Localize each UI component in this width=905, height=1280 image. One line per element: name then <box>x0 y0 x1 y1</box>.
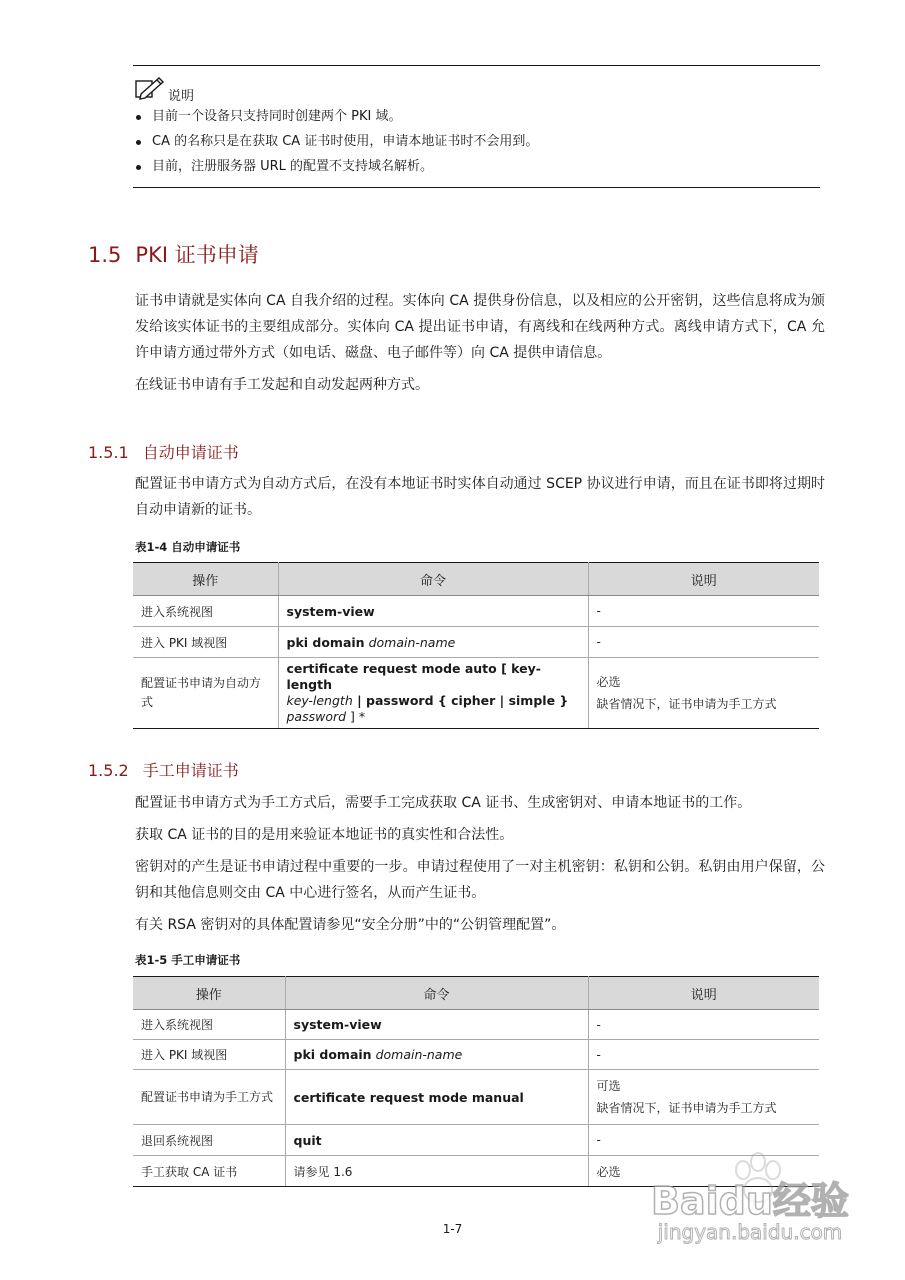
command-arg: domain-name <box>375 1047 463 1062</box>
command-cell <box>278 627 588 658</box>
command-arg: password <box>286 709 347 724</box>
subsection-heading-manual <box>88 758 239 781</box>
note-title: 说明 <box>168 89 195 104</box>
column-header: 操作 <box>133 563 278 596</box>
desc-line: 可选 <box>596 1079 621 1093</box>
command-arg: domain-name <box>368 634 456 650</box>
manual-intro <box>135 790 825 938</box>
note-pencil-icon <box>133 76 167 100</box>
desc-line: 缺省情况下，证书申请为手工方式 <box>596 697 777 711</box>
subsection-number: 1.5.2 <box>88 761 129 780</box>
desc-cell <box>588 658 819 729</box>
note-bullet: CA 的名称只是在获取 CA 证书时使用，申请本地证书时不会用到。 <box>136 132 538 157</box>
desc-line: 缺省情况下，证书申请为手工方式 <box>596 1101 777 1115</box>
section-number: 1.5 <box>88 243 122 267</box>
page-number: 1-7 <box>442 1222 463 1236</box>
subsection-heading-auto <box>88 440 239 463</box>
command-text: pki domain <box>286 634 365 650</box>
command-arg: key-length <box>286 693 353 708</box>
subsection-title: 自动申请证书 <box>142 443 239 462</box>
paragraph: 配置证书申请方式为自动方式后，在没有本地证书时实体自动通过 SCEP 协议进行申请，而且在证书即将过期时自动申请新的证书。 <box>135 476 825 518</box>
table-row <box>133 627 819 658</box>
watermark-brand: Baidu经验 <box>651 1179 849 1223</box>
command-cell <box>278 658 588 729</box>
command-text: certificate request mode manual <box>293 1089 524 1105</box>
op-cell: 手工获取 CA 证书 <box>133 1156 285 1187</box>
command-cell <box>285 1010 588 1040</box>
command-cell <box>285 1125 588 1156</box>
section-title: PKI 证书申请 <box>135 243 259 267</box>
table-header-row <box>133 563 819 596</box>
desc-cell: - <box>588 1040 819 1070</box>
table-caption: 表1-5 手工申请证书 <box>135 953 241 967</box>
subsection-number: 1.5.1 <box>88 443 129 462</box>
command-cell: 请参见 1.6 <box>285 1156 588 1187</box>
command-text: system-view <box>286 603 375 619</box>
desc-line: 必选 <box>596 675 621 689</box>
table-row <box>133 596 819 627</box>
watermark-url: jingyan.baidu.com <box>657 1220 843 1244</box>
command-cell <box>278 596 588 627</box>
note-bottom-rule <box>133 187 820 188</box>
op-cell: 退回系统视图 <box>133 1125 285 1156</box>
table-row <box>133 1010 819 1040</box>
section-heading <box>88 239 259 269</box>
note-bullet: 目前，注册服务器 URL 的配置不支持域名解析。 <box>136 157 538 182</box>
table-row <box>133 1040 819 1070</box>
column-header: 说明 <box>588 563 819 596</box>
command-text: | password { cipher | simple } <box>352 693 569 708</box>
paragraph: 证书申请就是实体向 CA 自我介绍的过程。实体向 CA 提供身份信息，以及相应的公开密钥，这些信息将成为颁发给该实体证书的主要组成部分。实体向 CA 提出证书申请，有离线和在线两种方式。离线申请方式下，CA 允许申请方通过带外方式（如电话、磁盘、电子邮件等）向 CA 提供申请信息。 <box>135 293 825 361</box>
command-text: system-view <box>293 1017 382 1032</box>
paragraph: 有关 RSA 密钥对的具体配置请参见“安全分册”中的“公钥管理配置”。 <box>135 917 566 933</box>
paragraph: 配置证书申请方式为手工方式后，需要手工完成获取 CA 证书、生成密钥对、申请本地证书的工作。 <box>135 795 752 811</box>
paragraph: 密钥对的产生是证书申请过程中重要的一步。申请过程使用了一对主机密钥：私钥和公钥。私钥由用户保留，公钥和其他信息则交由 CA 中心进行签名，从而产生证书。 <box>135 859 825 901</box>
command-text: ] * <box>346 709 366 724</box>
column-header: 操作 <box>133 977 285 1010</box>
op-cell: 配置证书申请为自动方式 <box>133 658 278 729</box>
command-text: quit <box>293 1132 322 1148</box>
column-header: 命令 <box>285 977 588 1010</box>
table-header-row <box>133 977 819 1010</box>
desc-cell: - <box>588 1010 819 1040</box>
command-text: pki domain <box>293 1047 372 1062</box>
table-caption: 表1-4 自动申请证书 <box>135 540 241 554</box>
desc-cell: - <box>588 596 819 627</box>
desc-cell: - <box>588 1125 819 1156</box>
table-row <box>133 658 819 729</box>
paragraph: 获取 CA 证书的目的是用来验证本地证书的真实性和合法性。 <box>135 827 514 843</box>
op-cell: 进入系统视图 <box>133 596 278 627</box>
desc-cell <box>588 1070 819 1125</box>
command-text: certificate request mode auto [ key-length <box>286 661 541 692</box>
note-bullet: 目前一个设备只支持同时创建两个 PKI 域。 <box>136 107 538 132</box>
desc-cell: - <box>588 627 819 658</box>
op-cell: 进入系统视图 <box>133 1010 285 1040</box>
command-cell <box>285 1070 588 1125</box>
note-top-rule <box>133 65 820 66</box>
desc-cell: 必选 <box>588 1156 819 1187</box>
section-intro <box>135 288 825 398</box>
note-bullet-list <box>136 107 538 182</box>
paragraph: 在线证书申请有手工发起和自动发起两种方式。 <box>135 377 429 393</box>
baidu-watermark <box>635 1150 865 1250</box>
op-cell: 配置证书申请为手工方式 <box>133 1070 285 1125</box>
op-cell: 进入 PKI 域视图 <box>133 627 278 658</box>
subsection-title: 手工申请证书 <box>142 761 239 780</box>
table-row <box>133 1070 819 1125</box>
auto-intro <box>135 471 825 523</box>
auto-request-table <box>133 562 819 729</box>
column-header: 命令 <box>278 563 588 596</box>
column-header: 说明 <box>588 977 819 1010</box>
op-cell: 进入 PKI 域视图 <box>133 1040 285 1070</box>
command-cell <box>285 1040 588 1070</box>
